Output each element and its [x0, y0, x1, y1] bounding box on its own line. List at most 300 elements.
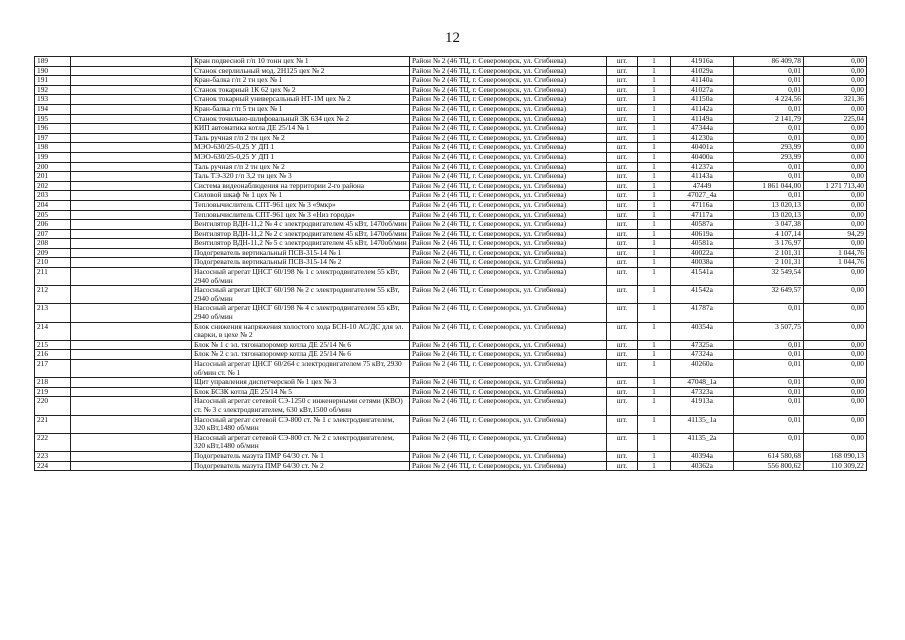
inventory-number-cell: 41135_2a	[671, 433, 734, 451]
initial-cost-cell: 13 020,13	[734, 210, 804, 220]
initial-cost-cell: 3 176,97	[734, 239, 804, 249]
quantity-cell: 1	[638, 461, 671, 471]
initial-cost-cell: 32 549,54	[734, 268, 804, 286]
table-row	[35, 191, 867, 201]
quantity-cell: 1	[638, 104, 671, 114]
unit-cell: шт.	[607, 451, 638, 461]
quantity-cell: 1	[638, 415, 671, 433]
blank-cell	[71, 85, 192, 95]
residual-value-cell: 94,29	[804, 229, 867, 239]
table-row	[35, 152, 867, 162]
blank-cell	[71, 124, 192, 134]
initial-cost-cell: 0,01	[734, 340, 804, 350]
unit-cell: шт.	[607, 415, 638, 433]
quantity-cell: 1	[638, 340, 671, 350]
residual-value-cell: 1 044,76	[804, 248, 867, 258]
unit-cell: шт.	[607, 57, 638, 67]
residual-value-cell: 0,00	[804, 322, 867, 340]
item-name-cell: Насосный агрегат ЦНСГ 60/198 № 4 с электродвигателем 55 кВт, 2940 об/мин	[192, 304, 410, 322]
unit-cell: шт.	[607, 124, 638, 134]
row-number-cell: 206	[35, 220, 71, 230]
quantity-cell: 1	[638, 191, 671, 201]
location-cell: Район № 2 (46 ТЦ, г. Североморск, ул. Сгибнева)	[410, 57, 607, 67]
quantity-cell: 1	[638, 286, 671, 304]
quantity-cell: 1	[638, 210, 671, 220]
location-cell: Район № 2 (46 ТЦ, г. Североморск, ул. Сгибнева)	[410, 200, 607, 210]
blank-cell	[71, 210, 192, 220]
quantity-cell: 1	[638, 57, 671, 67]
residual-value-cell: 1 044,76	[804, 258, 867, 268]
inventory-number-cell: 47116a	[671, 200, 734, 210]
quantity-cell: 1	[638, 248, 671, 258]
blank-cell	[71, 66, 192, 76]
item-name-cell: Насосный агрегат сетевой СЭ-800 ст. № 2 с электродвигателем, 320 кВт,1480 об/мин	[192, 433, 410, 451]
location-cell: Район № 2 (46 ТЦ, г. Североморск, ул. Сгибнева)	[410, 239, 607, 249]
residual-value-cell: 0,00	[804, 133, 867, 143]
blank-cell	[71, 200, 192, 210]
table-row	[35, 124, 867, 134]
row-number-cell: 215	[35, 340, 71, 350]
item-name-cell: Станок точильно-шлифовальный 3К 634 цех № 2	[192, 114, 410, 124]
inventory-number-cell: 47027_4a	[671, 191, 734, 201]
table-row	[35, 57, 867, 67]
quantity-cell: 1	[638, 143, 671, 153]
location-cell: Район № 2 (46 ТЦ, г. Североморск, ул. Сгибнева)	[410, 350, 607, 360]
table-row	[35, 143, 867, 153]
location-cell: Район № 2 (46 ТЦ, г. Североморск, ул. Сгибнева)	[410, 378, 607, 388]
initial-cost-cell: 293,99	[734, 152, 804, 162]
row-number-cell: 198	[35, 143, 71, 153]
quantity-cell: 1	[638, 258, 671, 268]
unit-cell: шт.	[607, 258, 638, 268]
table-row	[35, 415, 867, 433]
initial-cost-cell: 0,01	[734, 304, 804, 322]
table-row	[35, 340, 867, 350]
blank-cell	[71, 360, 192, 378]
table-row	[35, 200, 867, 210]
initial-cost-cell: 0,01	[734, 172, 804, 182]
initial-cost-cell: 2 101,31	[734, 248, 804, 258]
initial-cost-cell: 4 107,14	[734, 229, 804, 239]
quantity-cell: 1	[638, 360, 671, 378]
row-number-cell: 213	[35, 304, 71, 322]
inventory-number-cell: 41027a	[671, 85, 734, 95]
blank-cell	[71, 248, 192, 258]
row-number-cell: 212	[35, 286, 71, 304]
residual-value-cell: 0,00	[804, 239, 867, 249]
row-number-cell: 222	[35, 433, 71, 451]
initial-cost-cell: 32 649,57	[734, 286, 804, 304]
inventory-number-cell: 41541a	[671, 268, 734, 286]
residual-value-cell: 0,00	[804, 124, 867, 134]
residual-value-cell: 0,00	[804, 360, 867, 378]
initial-cost-cell: 0,01	[734, 360, 804, 378]
item-name-cell: МЭО-630/25-0,25 У ДП 1	[192, 152, 410, 162]
row-number-cell: 191	[35, 76, 71, 86]
residual-value-cell: 168 090,13	[804, 451, 867, 461]
item-name-cell: Насосный агрегат ЦНСГ 60/198 № 2 с электродвигателем 55 кВт, 2940 об/мин	[192, 286, 410, 304]
row-number-cell: 219	[35, 387, 71, 397]
initial-cost-cell: 0,01	[734, 191, 804, 201]
blank-cell	[71, 220, 192, 230]
item-name-cell: Подогреватель мазута ПМР 64/30 ст. № 1	[192, 451, 410, 461]
initial-cost-cell: 3 507,75	[734, 322, 804, 340]
unit-cell: шт.	[607, 76, 638, 86]
initial-cost-cell: 2 101,31	[734, 258, 804, 268]
residual-value-cell: 110 309,22	[804, 461, 867, 471]
location-cell: Район № 2 (46 ТЦ, г. Североморск, ул. Сгибнева)	[410, 76, 607, 86]
unit-cell: шт.	[607, 152, 638, 162]
location-cell: Район № 2 (46 ТЦ, г. Североморск, ул. Сгибнева)	[410, 451, 607, 461]
residual-value-cell: 0,00	[804, 220, 867, 230]
initial-cost-cell: 1 861 044,00	[734, 181, 804, 191]
table-row	[35, 114, 867, 124]
location-cell: Район № 2 (46 ТЦ, г. Североморск, ул. Сгибнева)	[410, 286, 607, 304]
unit-cell: шт.	[607, 210, 638, 220]
initial-cost-cell: 0,01	[734, 85, 804, 95]
row-number-cell: 218	[35, 378, 71, 388]
row-number-cell: 220	[35, 397, 71, 415]
item-name-cell: Таль ТЭ-320 г/п 3,2 тн цех № 3	[192, 172, 410, 182]
location-cell: Район № 2 (46 ТЦ, г. Североморск, ул. Сгибнева)	[410, 66, 607, 76]
location-cell: Район № 2 (46 ТЦ, г. Североморск, ул. Сгибнева)	[410, 387, 607, 397]
inventory-number-cell: 40362a	[671, 461, 734, 471]
initial-cost-cell: 614 580,68	[734, 451, 804, 461]
blank-cell	[71, 378, 192, 388]
residual-value-cell: 0,00	[804, 66, 867, 76]
location-cell: Район № 2 (46 ТЦ, г. Североморск, ул. Сгибнева)	[410, 322, 607, 340]
inventory-number-cell: 47323a	[671, 387, 734, 397]
residual-value-cell: 0,00	[804, 304, 867, 322]
location-cell: Район № 2 (46 ТЦ, г. Североморск, ул. Сгибнева)	[410, 258, 607, 268]
inventory-number-cell: 41913a	[671, 397, 734, 415]
blank-cell	[71, 162, 192, 172]
unit-cell: шт.	[607, 340, 638, 350]
inventory-number-cell: 40394a	[671, 451, 734, 461]
table-row	[35, 162, 867, 172]
quantity-cell: 1	[638, 220, 671, 230]
item-name-cell: Система видеонаблюдения на территории 2-го района	[192, 181, 410, 191]
item-name-cell: Блок снижения напряжения холостого хода БСН-10 АС/ДС для эл. сварки, в цехе № 2	[192, 322, 410, 340]
item-name-cell: Силовой шкаф № 1 цех № 1	[192, 191, 410, 201]
blank-cell	[71, 304, 192, 322]
table-row	[35, 378, 867, 388]
unit-cell: шт.	[607, 66, 638, 76]
location-cell: Район № 2 (46 ТЦ, г. Североморск, ул. Сгибнева)	[410, 210, 607, 220]
initial-cost-cell: 0,01	[734, 124, 804, 134]
unit-cell: шт.	[607, 191, 638, 201]
row-number-cell: 214	[35, 322, 71, 340]
item-name-cell: Вентилятор ВДН-11,2 № 4 с электродвигателем 45 кВт, 1470об/мин	[192, 220, 410, 230]
inventory-number-cell: 40401a	[671, 143, 734, 153]
table-row	[35, 387, 867, 397]
unit-cell: шт.	[607, 114, 638, 124]
inventory-number-cell: 41916a	[671, 57, 734, 67]
residual-value-cell: 0,00	[804, 210, 867, 220]
quantity-cell: 1	[638, 322, 671, 340]
blank-cell	[71, 451, 192, 461]
quantity-cell: 1	[638, 200, 671, 210]
initial-cost-cell: 0,01	[734, 433, 804, 451]
row-number-cell: 195	[35, 114, 71, 124]
inventory-number-cell: 41135_1a	[671, 415, 734, 433]
initial-cost-cell: 86 409,78	[734, 57, 804, 67]
unit-cell: шт.	[607, 268, 638, 286]
item-name-cell: Вентилятор ВДН-11,2 № 2 с электродвигателем 45 кВт, 1470об/мин	[192, 229, 410, 239]
quantity-cell: 1	[638, 172, 671, 182]
item-name-cell: Таль ручная г/п 2 тн цех № 2	[192, 133, 410, 143]
blank-cell	[71, 268, 192, 286]
row-number-cell: 194	[35, 104, 71, 114]
table-row	[35, 322, 867, 340]
row-number-cell: 210	[35, 258, 71, 268]
table-row	[35, 304, 867, 322]
residual-value-cell: 0,00	[804, 152, 867, 162]
table-row	[35, 350, 867, 360]
unit-cell: шт.	[607, 229, 638, 239]
initial-cost-cell: 0,01	[734, 104, 804, 114]
initial-cost-cell: 293,99	[734, 143, 804, 153]
initial-cost-cell: 3 047,38	[734, 220, 804, 230]
residual-value-cell: 0,00	[804, 200, 867, 210]
unit-cell: шт.	[607, 104, 638, 114]
inventory-number-cell: 40038a	[671, 258, 734, 268]
blank-cell	[71, 397, 192, 415]
quantity-cell: 1	[638, 229, 671, 239]
inventory-number-cell: 47048_1a	[671, 378, 734, 388]
blank-cell	[71, 340, 192, 350]
inventory-number-cell: 41787a	[671, 304, 734, 322]
inventory-table-body	[35, 57, 867, 471]
initial-cost-cell: 0,01	[734, 415, 804, 433]
row-number-cell: 208	[35, 239, 71, 249]
blank-cell	[71, 286, 192, 304]
location-cell: Район № 2 (46 ТЦ, г. Североморск, ул. Сгибнева)	[410, 191, 607, 201]
blank-cell	[71, 57, 192, 67]
quantity-cell: 1	[638, 350, 671, 360]
unit-cell: шт.	[607, 239, 638, 249]
blank-cell	[71, 433, 192, 451]
row-number-cell: 224	[35, 461, 71, 471]
table-row	[35, 360, 867, 378]
unit-cell: шт.	[607, 387, 638, 397]
blank-cell	[71, 133, 192, 143]
row-number-cell: 193	[35, 95, 71, 105]
location-cell: Район № 2 (46 ТЦ, г. Североморск, ул. Сгибнева)	[410, 229, 607, 239]
row-number-cell: 199	[35, 152, 71, 162]
location-cell: Район № 2 (46 ТЦ, г. Североморск, ул. Сгибнева)	[410, 162, 607, 172]
blank-cell	[71, 152, 192, 162]
location-cell: Район № 2 (46 ТЦ, г. Североморск, ул. Сгибнева)	[410, 433, 607, 451]
unit-cell: шт.	[607, 397, 638, 415]
item-name-cell: Тепловычислитель СПТ-961 цех № 3 «9мкр»	[192, 200, 410, 210]
unit-cell: шт.	[607, 322, 638, 340]
row-number-cell: 209	[35, 248, 71, 258]
item-name-cell: Вентилятор ВДН-11,2 № 5 с электродвигателем 45 кВт, 1470об/мин	[192, 239, 410, 249]
location-cell: Район № 2 (46 ТЦ, г. Североморск, ул. Сгибнева)	[410, 415, 607, 433]
unit-cell: шт.	[607, 350, 638, 360]
residual-value-cell: 0,00	[804, 162, 867, 172]
location-cell: Район № 2 (46 ТЦ, г. Североморск, ул. Сгибнева)	[410, 340, 607, 350]
unit-cell: шт.	[607, 220, 638, 230]
location-cell: Район № 2 (46 ТЦ, г. Североморск, ул. Сгибнева)	[410, 461, 607, 471]
row-number-cell: 204	[35, 200, 71, 210]
item-name-cell: КИП автоматика котла ДЕ 25/14 № 1	[192, 124, 410, 134]
inventory-number-cell: 47344a	[671, 124, 734, 134]
blank-cell	[71, 387, 192, 397]
row-number-cell: 190	[35, 66, 71, 76]
residual-value-cell: 0,00	[804, 57, 867, 67]
table-row	[35, 239, 867, 249]
residual-value-cell: 0,00	[804, 433, 867, 451]
item-name-cell: Кран-балка г/п 5 тн цех № 1	[192, 104, 410, 114]
residual-value-cell: 0,00	[804, 172, 867, 182]
inventory-number-cell: 41029a	[671, 66, 734, 76]
row-number-cell: 189	[35, 57, 71, 67]
inventory-number-cell: 41230a	[671, 133, 734, 143]
inventory-table	[34, 56, 867, 471]
unit-cell: шт.	[607, 162, 638, 172]
table-row	[35, 172, 867, 182]
initial-cost-cell: 0,01	[734, 350, 804, 360]
quantity-cell: 1	[638, 387, 671, 397]
residual-value-cell: 0,00	[804, 143, 867, 153]
residual-value-cell: 0,00	[804, 415, 867, 433]
inventory-number-cell: 41149a	[671, 114, 734, 124]
inventory-number-cell: 41143a	[671, 172, 734, 182]
residual-value-cell: 0,00	[804, 378, 867, 388]
table-row	[35, 451, 867, 461]
inventory-number-cell: 41140a	[671, 76, 734, 86]
item-name-cell: Подогреватель вертикальный ПСВ-315-14 № 1	[192, 248, 410, 258]
initial-cost-cell: 0,01	[734, 162, 804, 172]
quantity-cell: 1	[638, 268, 671, 286]
item-name-cell: Кран-балка г/п 2 тн цех № 1	[192, 76, 410, 86]
inventory-number-cell: 40581a	[671, 239, 734, 249]
inventory-number-cell: 41237a	[671, 162, 734, 172]
inventory-number-cell: 41542a	[671, 286, 734, 304]
blank-cell	[71, 350, 192, 360]
table-row	[35, 66, 867, 76]
location-cell: Район № 2 (46 ТЦ, г. Североморск, ул. Сгибнева)	[410, 133, 607, 143]
item-name-cell: Станок токарный 1К 62 цех № 2	[192, 85, 410, 95]
item-name-cell: Насосный агрегат сетевой СЭ-1250 с инженерными сетями (КВО) ст. № 3 с электродвигателем, 630 кВт,1500 об/мин	[192, 397, 410, 415]
inventory-number-cell: 47117a	[671, 210, 734, 220]
quantity-cell: 1	[638, 152, 671, 162]
residual-value-cell: 0,00	[804, 268, 867, 286]
table-row	[35, 229, 867, 239]
item-name-cell: Насосный агрегат ЦНСГ 60/264 с электродвигателем 75 кВт, 2930 об/мин ст. № 1	[192, 360, 410, 378]
blank-cell	[71, 258, 192, 268]
location-cell: Район № 2 (46 ТЦ, г. Североморск, ул. Сгибнева)	[410, 152, 607, 162]
row-number-cell: 221	[35, 415, 71, 433]
inventory-number-cell: 47325a	[671, 340, 734, 350]
initial-cost-cell: 0,01	[734, 76, 804, 86]
row-number-cell: 203	[35, 191, 71, 201]
table-row	[35, 104, 867, 114]
residual-value-cell: 1 271 713,40	[804, 181, 867, 191]
row-number-cell: 217	[35, 360, 71, 378]
quantity-cell: 1	[638, 66, 671, 76]
blank-cell	[71, 239, 192, 249]
page-number: 12	[445, 30, 460, 46]
item-name-cell: Блок № 2 с эл. тягонапоромер котла ДЕ 25/14 № 6	[192, 350, 410, 360]
residual-value-cell: 0,00	[804, 397, 867, 415]
inventory-number-cell: 40022a	[671, 248, 734, 258]
unit-cell: шт.	[607, 95, 638, 105]
table-row	[35, 76, 867, 86]
blank-cell	[71, 172, 192, 182]
inventory-number-cell: 40260a	[671, 360, 734, 378]
initial-cost-cell: 0,01	[734, 387, 804, 397]
initial-cost-cell: 13 020,13	[734, 200, 804, 210]
item-name-cell: Блок № 1 с эл. тягонапоромер котла ДЕ 25/14 № 6	[192, 340, 410, 350]
residual-value-cell: 0,00	[804, 104, 867, 114]
table-row	[35, 133, 867, 143]
unit-cell: шт.	[607, 378, 638, 388]
table-row	[35, 461, 867, 471]
unit-cell: шт.	[607, 304, 638, 322]
item-name-cell: Тепловычислитель СПТ-961 цех № 3 «Низ города»	[192, 210, 410, 220]
quantity-cell: 1	[638, 76, 671, 86]
location-cell: Район № 2 (46 ТЦ, г. Североморск, ул. Сгибнева)	[410, 248, 607, 258]
residual-value-cell: 321,36	[804, 95, 867, 105]
location-cell: Район № 2 (46 ТЦ, г. Североморск, ул. Сгибнева)	[410, 268, 607, 286]
unit-cell: шт.	[607, 85, 638, 95]
table-row	[35, 248, 867, 258]
row-number-cell: 211	[35, 268, 71, 286]
initial-cost-cell: 556 800,62	[734, 461, 804, 471]
blank-cell	[71, 322, 192, 340]
location-cell: Район № 2 (46 ТЦ, г. Североморск, ул. Сгибнева)	[410, 124, 607, 134]
inventory-number-cell: 40354a	[671, 322, 734, 340]
row-number-cell: 201	[35, 172, 71, 182]
location-cell: Район № 2 (46 ТЦ, г. Североморск, ул. Сгибнева)	[410, 85, 607, 95]
item-name-cell: Подогреватель мазута ПМР 64/30 ст. № 2	[192, 461, 410, 471]
quantity-cell: 1	[638, 181, 671, 191]
blank-cell	[71, 191, 192, 201]
blank-cell	[71, 461, 192, 471]
quantity-cell: 1	[638, 114, 671, 124]
row-number-cell: 197	[35, 133, 71, 143]
inventory-number-cell: 47449	[671, 181, 734, 191]
initial-cost-cell: 0,01	[734, 378, 804, 388]
item-name-cell: Подогреватель вертикальный ПСВ-315-14 № 2	[192, 258, 410, 268]
location-cell: Район № 2 (46 ТЦ, г. Североморск, ул. Сгибнева)	[410, 220, 607, 230]
row-number-cell: 207	[35, 229, 71, 239]
residual-value-cell: 0,00	[804, 286, 867, 304]
table-row	[35, 210, 867, 220]
row-number-cell: 216	[35, 350, 71, 360]
row-number-cell: 223	[35, 451, 71, 461]
initial-cost-cell: 0,01	[734, 133, 804, 143]
item-name-cell: Кран подвесной г/п 10 тонн цех № 1	[192, 57, 410, 67]
table-row	[35, 85, 867, 95]
inventory-number-cell: 40587a	[671, 220, 734, 230]
initial-cost-cell: 0,01	[734, 397, 804, 415]
location-cell: Район № 2 (46 ТЦ, г. Североморск, ул. Сгибнева)	[410, 172, 607, 182]
blank-cell	[71, 229, 192, 239]
unit-cell: шт.	[607, 360, 638, 378]
unit-cell: шт.	[607, 433, 638, 451]
location-cell: Район № 2 (46 ТЦ, г. Североморск, ул. Сгибнева)	[410, 114, 607, 124]
quantity-cell: 1	[638, 397, 671, 415]
inventory-number-cell: 47324a	[671, 350, 734, 360]
row-number-cell: 196	[35, 124, 71, 134]
residual-value-cell: 0,00	[804, 350, 867, 360]
table-row	[35, 95, 867, 105]
location-cell: Район № 2 (46 ТЦ, г. Североморск, ул. Сгибнева)	[410, 360, 607, 378]
